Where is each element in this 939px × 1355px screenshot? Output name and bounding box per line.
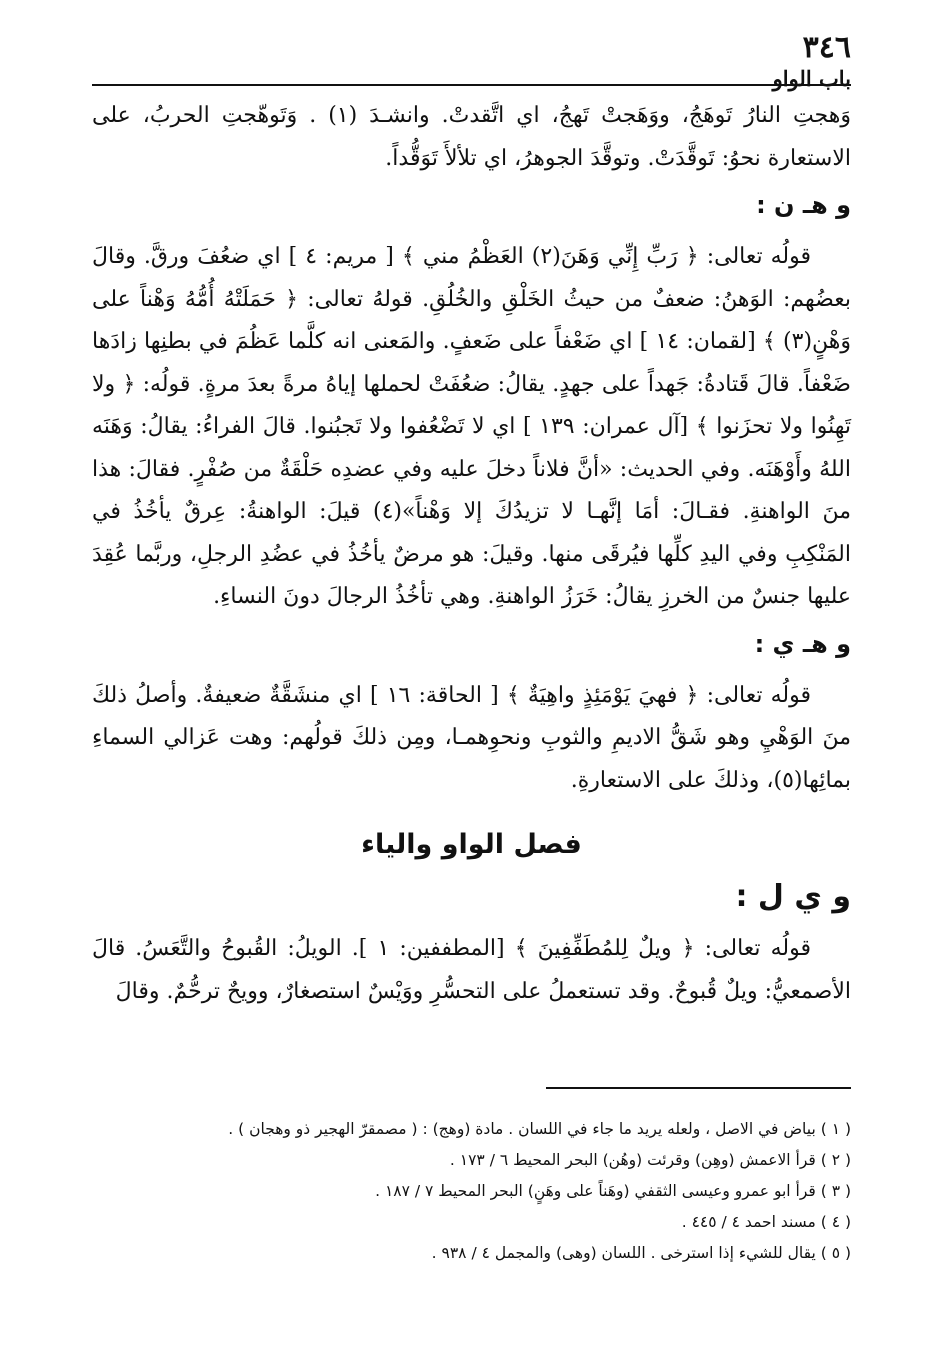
- main-text: [92, 95, 851, 1013]
- footnote-4: ( ٤ ) مسند احمد ٤ / ٤٤٥ .: [681, 1213, 851, 1231]
- paragraph-wahaj: وَهجتِ النارُ تَوهَجُ، ووَهَجتْ تَهجُ، اي اتَّقدتْ. وانشـدَ (١) . وَتَوهّجتِ الحربُ، على الاستعارة نحوُ: تَوقَّدَتْ. وتوقَّدَ الجوهرُ، اي تلألأَ تَوَقُّداً.: [92, 103, 851, 171]
- footnote-2: ( ٢ ) قرأ الاعمش (وهِن) وقرئت (وهُن) البحر المحيط ٦ / ١٧٣ .: [449, 1151, 851, 1169]
- entry-heading-wahy: و هـ ي :: [754, 629, 851, 658]
- page-number: ٣٤٦: [802, 30, 851, 65]
- footnote-5: ( ٥ ) يقال للشيء إذا استرخى . اللسان (وهى) والمجمل ٤ / ٩٣٨ .: [431, 1244, 851, 1262]
- footnote-1: ( ١ ) بياض في الاصل ، ولعله يريد ما جاء في اللسان . مادة (وهج) : ( مصمقرّ الهجير ذو وهجان ) .: [228, 1120, 851, 1138]
- section-title: فصل الواو والياء: [361, 829, 582, 860]
- entry-heading-wayl: و ي ل :: [735, 879, 851, 914]
- paragraph-wayl: قولُه تعالى: ﴿ ويلٌ لِلمُطَفِّفِينَ ﴾ [المطففين: ١ ]. الويلُ: القُبوحُ والتَّعَسُ. قالَ الأصمعيُّ: ويلٌ قُبوحٌ. وقد تستعملُ على التحسُّرِ ووَيْسٌ استصغارٌ، وويحٌ ترحُّمٌ. وقالَ: [92, 936, 851, 1004]
- entry-heading-wahn: و هـ ن :: [756, 191, 851, 219]
- footnotes: [92, 1114, 851, 1269]
- running-title: باب الواو: [772, 66, 851, 91]
- paragraph-wahy: قولُه تعالى: ﴿ فهيَ يَوْمَئِذٍ واهِيَةٌ ﴾ [ الحاقة: ١٦ ] اي منشَقَّةٌ ضعيفةٌ. وأصلُ ذلكَ منَ الوَهْيِ وهو شَقُّ الاديمِ والثوبِ ونحوِهمـا، ومِن ذلكَ قولُهم: وهت عَزالي السماءِ بمائِها(٥)، وذلكَ على الاستعارةِ.: [92, 682, 851, 793]
- footnote-divider: [546, 1087, 851, 1089]
- paragraph-wahn: قولُه تعالى: ﴿ رَبِّ إِنِّي وَهَنَ(٢) العَظْمُ مني ﴾ [ مريم: ٤ ] اي ضعُفَ ورقَّ. وقالَ بعضُهم: الوَهنُ: ضعفٌ من حيثُ الخَلْقِ والخُلُقِ. قولهُ تعالى: ﴿ حَمَلَتْهُ أُمُّهُ وَهْناً على وَهْنٍ(٣) ﴾ [لقمان: ١٤ ] اي ضَعْفاً على ضَعفٍ. والمَعنى انه كلَّما عَظُمَ في بطنِها زادَها ضَعْفاً. قالَ قَتادةُ: جَهداً على جهدٍ. يقالُ: ضعُفَتْ لحملها إياهُ مرةً بعدَ مرةٍ. قولُه: ﴿ ولا تَهِنُوا ولا تحزَنوا ﴾ [آل عمران: ١٣٩ ] اي لا تَضْعُفوا ولا تَجبُنوا. قالَ الفراءُ: يقالُ: وَهَنَه اللهُ وأَوْهَنَه. وفي الحديث: «أنَّ فلاناً دخلَ عليه وفي عضدِه حَلْقَةٌ من صُفْرٍ. فقالَ: هذا منَ الواهنةِ. فقـالَ: أمَا إنَّهـا لا تزيدُكَ إلا وَهْناً»(٤) قيلَ: الواهنةُ: عِرقٌ يأخُذُ في المَنْكِبِ وفي اليدِ كلِّها فيُرقَى منها. وقيلَ: هو مرضٌ يأخُذُ في عضُدِ الرجلِ، وربَّما عُقِدَ عليها جنسٌ من الخرزِ يقالُ: خَرَزُ الواهنةِ. وهي تأخُذُ الرجالَ دونَ النساءِ.: [92, 244, 852, 609]
- page-header: [92, 22, 851, 91]
- footnote-3: ( ٣ ) قرأ ابو عمرو وعيسى الثقفي (وهَناً على وهَنٍ) البحر المحيط ٧ / ١٨٧ .: [375, 1182, 851, 1200]
